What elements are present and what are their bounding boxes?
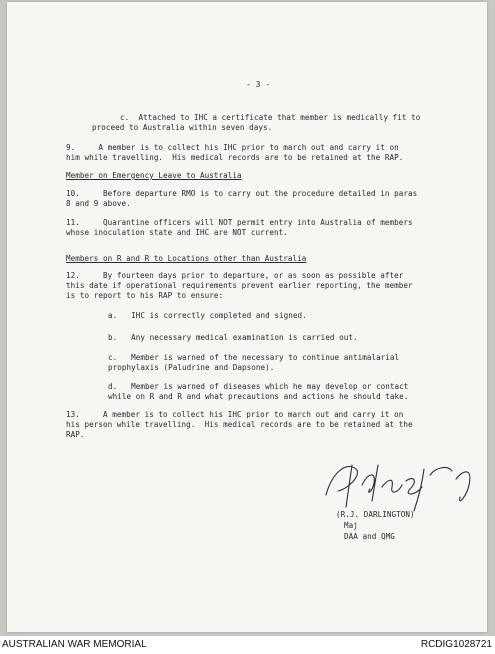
item-a: a. IHC is correctly completed and signed. <box>108 311 307 320</box>
signatory-rank: Maj <box>344 521 358 530</box>
item-c-line-1: c. Attached to IHC a certificate that member is medically fit to <box>120 113 421 122</box>
item-c-line-2: proceed to Australia within seven days. <box>92 123 273 132</box>
para-10-line-2: 8 and 9 above. <box>66 199 131 208</box>
para-13-line-3: RAP. <box>66 430 85 439</box>
para-9-line-2: him while travelling. His medical records are to be retained at the RAP. <box>66 153 404 162</box>
item-c2-line-1: c. Member is warned of the necessary to continue antimalarial <box>108 353 400 362</box>
para-12-line-3: is to report to his RAP to ensure: <box>66 291 224 300</box>
heading-emergency-leave: Member on Emergency Leave to Australia <box>66 171 242 180</box>
page-number: - 3 - <box>246 80 271 89</box>
footer-record-id: RCDIG1028721 <box>420 639 492 650</box>
para-11-line-1: 11. Quarantine officers will NOT permit entry into Australia of members <box>66 218 413 227</box>
footer-bar <box>0 636 495 654</box>
para-13-line-1: 13. A member is to collect his IHC prior to march out and carry it on <box>66 410 404 419</box>
para-9-line-1: 9. A member is to collect his IHC prior to march out and carry it on <box>66 143 399 152</box>
item-d-line-2: while on R and R and what precautions and actions he should take. <box>108 392 409 401</box>
signatory-name: (R.J. DARLINGTON) <box>336 510 415 519</box>
para-13-line-2: his person while travelling. His medical records are to be retained at the <box>66 420 413 429</box>
para-12-line-1: 12. By fourteen days prior to departure, or as soon as possible after <box>66 271 404 280</box>
footer-institution: AUSTRALIAN WAR MEMORIAL <box>2 639 147 650</box>
signatory-appointment: DAA and QMG <box>344 532 395 541</box>
item-b: b. Any necessary medical examination is carried out. <box>108 333 358 342</box>
para-11-line-2: whose inoculation state and IHC are NOT current. <box>66 228 288 237</box>
para-12-line-2: this date if operational requirements prevent earlier reporting, the member <box>66 281 413 290</box>
item-c2-line-2: prophylaxis (Paludrine and Dapsone). <box>108 363 275 372</box>
heading-rr-other-locations: Members on R and R to Locations other than Australia <box>66 254 307 263</box>
item-d-line-1: d. Member is warned of diseases which he may develop or contact <box>108 382 409 391</box>
para-10-line-1: 10. Before departure RMO is to carry out the procedure detailed in paras <box>66 189 418 198</box>
